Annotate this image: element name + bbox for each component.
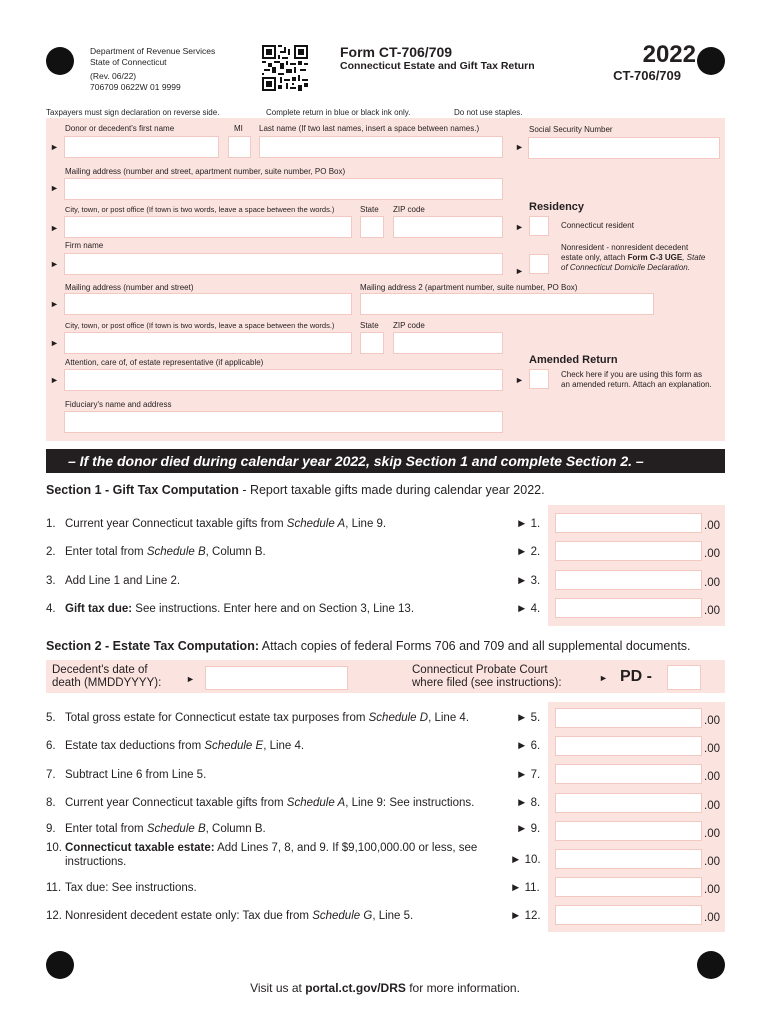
line-reference: ► 9.	[516, 823, 541, 835]
line-description: Enter total from Schedule B, Column B.	[65, 823, 266, 835]
sign-notice: Taxpayers must sign declaration on reverse side.	[46, 108, 220, 117]
line-description: Connecticut taxable estate: Add Lines 7, 8, and 9. If $9,100,000.00 or less, see instructions.	[65, 842, 478, 868]
registration-mark	[46, 47, 74, 75]
line-description: Gift tax due: See instructions. Enter here and on Section 3, Line 13.	[65, 603, 415, 615]
line-number: 1.	[46, 518, 56, 530]
registration-mark	[697, 951, 725, 979]
cents-label: .00	[704, 743, 720, 755]
zip-label: ZIP code	[393, 205, 425, 214]
arrow-icon: ►	[50, 299, 59, 309]
line-reference: ► 8.	[516, 797, 541, 809]
instruction-banner	[46, 449, 725, 473]
line-number: 10.	[46, 842, 62, 854]
cents-label: .00	[704, 715, 720, 727]
cents-label: .00	[704, 856, 720, 868]
mi-label: MI	[234, 124, 243, 133]
line-description: Add Line 1 and Line 2.	[65, 575, 181, 587]
line-number: 6.	[46, 740, 56, 752]
firm-name-label: Firm name	[65, 241, 104, 250]
line-reference: ► 12.	[510, 910, 541, 922]
line-description: Estate tax deductions from Schedule E, Line 4.	[65, 740, 305, 752]
resident-label: Connecticut resident	[561, 221, 634, 230]
probate-court-label: Connecticut Probate Court where filed (see instructions):	[412, 664, 562, 689]
cents-label: .00	[704, 884, 720, 896]
arrow-icon: ►	[50, 142, 59, 152]
line-number: 11.	[46, 882, 62, 894]
firm-mailing-address-input[interactable]	[64, 293, 352, 315]
last-name-label: Last name (If two last names, insert a space between names.)	[259, 124, 480, 133]
arrow-icon: ►	[186, 674, 195, 684]
resident-checkbox[interactable]	[529, 216, 549, 236]
arrow-icon: ►	[50, 259, 59, 269]
first-name-label: Donor or decedent's first name	[65, 124, 175, 133]
ssn-input[interactable]	[528, 137, 720, 159]
section1-title: Section 1 - Gift Tax Computation - Report taxable gifts made during calendar year 2022.	[46, 483, 545, 497]
line-reference: ► 6.	[516, 740, 541, 752]
amount-input[interactable]	[555, 764, 702, 784]
nonresident-label: Nonresident - nonresident decedent estate only, attach Form C-3 UGE, State of Connecticut Domicile Declaration.	[561, 243, 706, 272]
nonresident-checkbox[interactable]	[529, 254, 549, 274]
line-description: Tax due: See instructions.	[65, 882, 197, 894]
line-number: 5.	[46, 712, 56, 724]
line-description: Current year Connecticut taxable gifts from Schedule A, Line 9.	[65, 518, 387, 530]
mailing-address-label: Mailing address (number and street, apartment number, suite number, PO Box)	[65, 167, 346, 176]
arrow-icon: ►	[515, 142, 524, 152]
banner-text: – If the donor died during calendar year 2022, skip Section 1 and complete Section 2. –	[68, 453, 644, 469]
footer: Visit us at portal.ct.gov/DRS for more information.	[250, 981, 520, 995]
city-input[interactable]	[64, 216, 352, 238]
mi-input[interactable]	[228, 136, 251, 158]
arrow-icon: ►	[50, 338, 59, 348]
amount-input[interactable]	[555, 821, 702, 841]
firm-mailing-address-2-input[interactable]	[360, 293, 654, 315]
registration-mark	[46, 951, 74, 979]
date-of-death-label: Decedent's date of death (MMDDYYYY):	[52, 664, 162, 689]
firm-state-input[interactable]	[360, 332, 384, 354]
amount-input[interactable]	[555, 793, 702, 813]
amount-input[interactable]	[555, 598, 702, 618]
amount-input[interactable]	[555, 849, 702, 869]
mailing-address-input[interactable]	[64, 178, 503, 200]
city-label: City, town, or post office (If town is two words, leave a space between the words.)	[65, 205, 335, 214]
state-input[interactable]	[360, 216, 384, 238]
line-reference: ► 10.	[510, 854, 541, 866]
cents-label: .00	[704, 548, 720, 560]
line-number: 4.	[46, 603, 56, 615]
line-reference: ► 1.	[516, 518, 541, 530]
line-number: 2.	[46, 546, 56, 558]
line-number: 3.	[46, 575, 56, 587]
probate-district-prefix: PD -	[620, 668, 652, 685]
firm-mailing-address-label: Mailing address (number and street)	[65, 283, 194, 292]
cents-label: .00	[704, 605, 720, 617]
probate-district-input[interactable]	[667, 665, 701, 690]
firm-mailing-address-2-label: Mailing address 2 (apartment number, suite number, PO Box)	[360, 283, 578, 292]
residency-title: Residency	[529, 201, 585, 213]
firm-city-label: City, town, or post office (If town is two words, leave a space between the words.)	[65, 321, 335, 330]
amended-checkbox[interactable]	[529, 369, 549, 389]
form-title: Form CT-706/709	[340, 44, 453, 60]
qr-code-icon	[262, 45, 308, 91]
department-block: Department of Revenue Services State of Connecticut (Rev. 06/22) 706709 0622W 01 9999	[90, 46, 216, 92]
cents-label: .00	[704, 828, 720, 840]
arrow-icon: ►	[50, 183, 59, 193]
cents-label: .00	[704, 800, 720, 812]
attention-label: Attention, care of, of estate representative (if applicable)	[65, 358, 264, 367]
tax-year: 2022	[642, 41, 696, 68]
cents-label: .00	[704, 912, 720, 924]
portal-link[interactable]: portal.ct.gov/DRS	[305, 981, 406, 995]
amended-label: Check here if you are using this form as an amended return. Attach an explanation.	[561, 370, 712, 389]
date-of-death-input[interactable]	[205, 666, 348, 690]
fiduciary-input[interactable]	[64, 411, 503, 433]
cents-label: .00	[704, 771, 720, 783]
zip-input[interactable]	[393, 216, 503, 238]
arrow-icon: ►	[599, 673, 608, 683]
line-number: 8.	[46, 797, 56, 809]
last-name-input[interactable]	[259, 136, 503, 158]
amount-input[interactable]	[555, 905, 702, 925]
line-number: 9.	[46, 823, 56, 835]
amount-input[interactable]	[555, 877, 702, 897]
cents-label: .00	[704, 577, 720, 589]
line-reference: ► 5.	[516, 712, 541, 724]
line-description: Nonresident decedent estate only: Tax due from Schedule G, Line 5.	[65, 910, 414, 922]
line-reference: ► 2.	[516, 546, 541, 558]
amount-input[interactable]	[555, 736, 702, 756]
first-name-input[interactable]	[64, 136, 219, 158]
line-description: Current year Connecticut taxable gifts from Schedule A, Line 9: See instructions.	[65, 797, 475, 809]
line-reference: ► 7.	[516, 769, 541, 781]
form-subtitle: Connecticut Estate and Gift Tax Return	[340, 60, 535, 72]
amount-input[interactable]	[555, 541, 702, 561]
section2-title: Section 2 - Estate Tax Computation: Attach copies of federal Forms 706 and 709 and all supplemental documents.	[46, 639, 691, 653]
firm-zip-label: ZIP code	[393, 321, 425, 330]
line-description: Subtract Line 6 from Line 5.	[65, 769, 207, 781]
amount-input[interactable]	[555, 708, 702, 728]
arrow-icon: ►	[50, 375, 59, 385]
arrow-icon: ►	[50, 223, 59, 233]
amount-input[interactable]	[555, 513, 702, 533]
firm-name-input[interactable]	[64, 253, 503, 275]
ssn-label: Social Security Number	[529, 125, 613, 134]
form-code: CT-706/709	[613, 68, 681, 83]
line-reference: ► 3.	[516, 575, 541, 587]
fiduciary-label: Fiduciary's name and address	[65, 400, 172, 409]
arrow-icon: ►	[515, 222, 524, 232]
attention-input[interactable]	[64, 369, 503, 391]
line-reference: ► 11.	[510, 882, 540, 894]
line-description: Total gross estate for Connecticut estate tax purposes from Schedule D, Line 4.	[65, 712, 470, 724]
amended-title: Amended Return	[529, 354, 618, 366]
ink-notice: Complete return in blue or black ink only.	[266, 108, 411, 117]
state-label: State	[360, 205, 379, 214]
registration-mark	[697, 47, 725, 75]
firm-state-label: State	[360, 321, 379, 330]
cents-label: .00	[704, 520, 720, 532]
arrow-icon: ►	[515, 375, 524, 385]
firm-city-input[interactable]	[64, 332, 352, 354]
arrow-icon: ►	[515, 266, 524, 276]
amount-input[interactable]	[555, 570, 702, 590]
staples-notice: Do not use staples.	[454, 108, 523, 117]
line-number: 12.	[46, 910, 62, 922]
line-description: Enter total from Schedule B, Column B.	[65, 546, 266, 558]
firm-zip-input[interactable]	[393, 332, 503, 354]
line-number: 7.	[46, 769, 56, 781]
line-reference: ► 4.	[516, 603, 541, 615]
